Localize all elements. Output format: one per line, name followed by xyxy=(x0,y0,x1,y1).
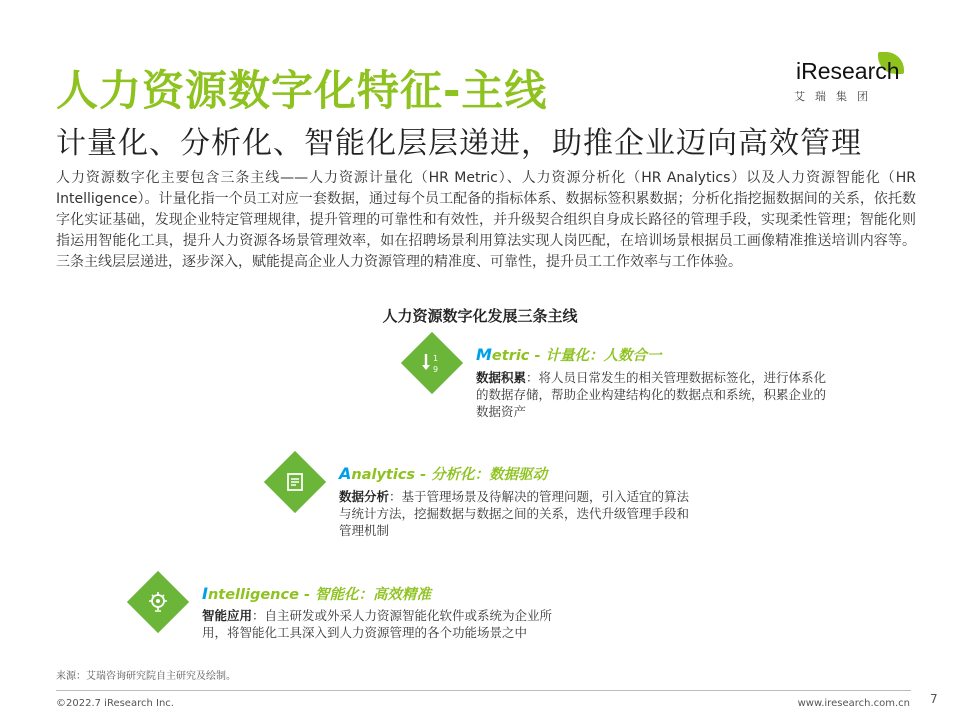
analytics-description: 数据分析：基于管理场景及待解决的管理问题，引入适宜的算法与统计方法，挖掘数据与数据之间的关系，迭代升级管理手段和管理机制 xyxy=(339,489,690,538)
metric-description: 数据积累：将人员日常发生的相关管理数据标签化，进行体系化的数据存储，帮助企业构建结构化的数据点和系统，积累企业的数据资产 xyxy=(476,370,827,419)
logo-chinese: 艾瑞集团 xyxy=(794,90,878,103)
intro-paragraph: 人力资源数字化主要包含三条主线——人力资源计量化（HR Metric）、人力资源分析化（HR Analytics）以及人力资源智能化（HR Intelligence）。计量化指一个员工对应一套数据，通过每个员工配备的指标体系、数据标签积累数据；分析化指挖掘数据间的关系，依托数字化实证基础，发现企业特定管理规律，提升管理的可靠性和有效性，并升级契合组织自身成长路径的管理手段，实现柔性管理；智能化则指运用智能化工具，提升人力资源各场景管理效率，如在招聘场景利用算法实现人岗匹配，在培训场景根据员工画像精准推送培训内容等。三条主线层层递进，逐步深入，赋能提高企业人力资源管理的精准度、可靠性，提升员工工作效率与工作体验。 xyxy=(56,170,916,270)
chart-title: 人力资源数字化发展三条主线 xyxy=(382,307,578,325)
analytics-initial: A xyxy=(339,464,352,483)
ai-brain-icon xyxy=(136,580,180,624)
svg-text:1: 1 xyxy=(433,354,439,363)
document-list-icon xyxy=(273,460,317,504)
intelligence-description: 智能应用：自主研发或外采人力资源智能化软件或系统为企业所用，将智能化工具深入到人力资源管理的各个功能场景之中 xyxy=(202,608,553,640)
page-title: 人力资源数字化特征-主线 xyxy=(56,66,548,115)
logo-wordmark: iResearch xyxy=(796,58,900,84)
iresearch-logo xyxy=(790,52,910,108)
intelligence-heading: Intelligence - 智能化：高效精准 xyxy=(202,584,432,603)
page-number: 7 xyxy=(930,692,938,706)
footer-divider xyxy=(56,690,911,691)
website-link[interactable]: www.iresearch.com.cn xyxy=(797,698,910,709)
intelligence-initial: I xyxy=(202,584,208,603)
svg-text:9: 9 xyxy=(433,365,439,374)
copyright: ©2022.7 iResearch Inc. xyxy=(56,698,174,709)
metric-heading: Metric - 计量化：人数合一 xyxy=(476,345,662,364)
sort-numeric-icon xyxy=(410,341,454,385)
intelligence-label: 智能应用 xyxy=(202,608,253,623)
page-subtitle: 计量化、分析化、智能化层层递进，助推企业迈向高效管理 xyxy=(56,126,862,161)
metric-initial: M xyxy=(476,345,492,364)
analytics-label: 数据分析 xyxy=(339,489,390,504)
analytics-heading: Analytics - 分析化：数据驱动 xyxy=(339,464,548,483)
metric-label: 数据积累 xyxy=(476,370,527,385)
source-note: 来源：艾瑞咨询研究院自主研究及绘制。 xyxy=(56,671,236,682)
